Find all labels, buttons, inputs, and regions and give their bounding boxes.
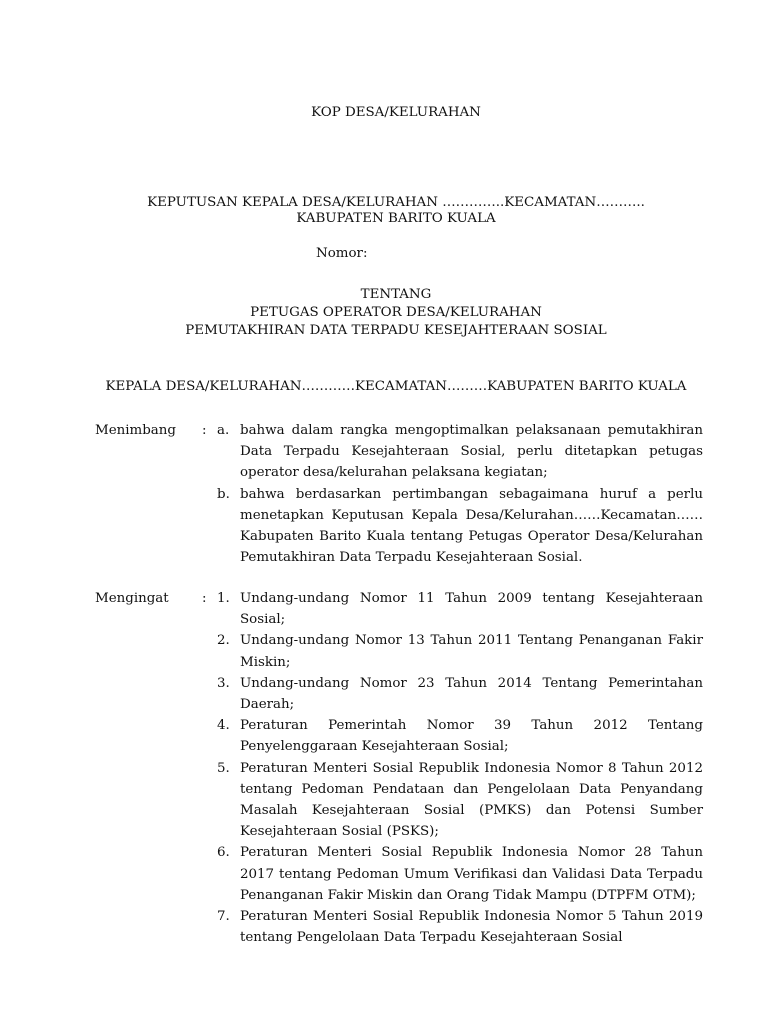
item-marker: a. [217, 423, 230, 438]
nomor-label: Nomor: [316, 246, 368, 261]
item-marker: 1. [217, 591, 230, 606]
item-text: bahwa berdasarkan pertimbangan sebagaimana huruf a perlu menetapkan Keputusan Kepala Desa/Kelurahan……Kecamatan…… Kabupaten Barito Kuala tentang Petugas Operator Desa/Kelurahan Pemutakhiran Data Terpadu Kesejahteraan Sosial. [240, 486, 703, 566]
subject-line2: PEMUTAKHIRAN DATA TERPADU KESEJAHTERAAN SOSIAL [185, 323, 607, 338]
item-text: Undang-undang Nomor 13 Tahun 2011 Tentang Penanganan Fakir Miskin; [240, 633, 703, 670]
menimbang-colon: : [202, 423, 207, 438]
item-text: Peraturan Menteri Sosial Republik Indonesia Nomor 28 Tahun 2017 tentang Pedoman Umum Verifikasi dan Validasi Data Terpadu Penanganan Fakir Miskin dan Orang Tidak Mampu (DTPFM OTM); [240, 845, 703, 903]
issuer-line: KEPALA DESA/KELURAHAN…………KECAMATAN………KABUPATEN BARITO KUALA [105, 379, 687, 394]
decree-title-line2: KABUPATEN BARITO KUALA [296, 211, 496, 226]
list-item [217, 906, 703, 948]
item-text: Undang-undang Nomor 23 Tahun 2014 Tentang Pemerintahan Daerah; [240, 675, 703, 713]
tentang-heading: TENTANG [360, 287, 432, 302]
subject-line1: PETUGAS OPERATOR DESA/KELURAHAN [250, 305, 542, 320]
item-marker: b. [217, 486, 230, 502]
item-marker: 5. [217, 760, 230, 776]
list-item [217, 420, 703, 484]
item-text: Peraturan Menteri Sosial Republik Indonesia Nomor 5 Tahun 2019 tentang Pengelolaan Data Terpadu Kesejahteraan Sosial [240, 909, 703, 946]
list-item [217, 588, 703, 630]
item-marker: 6. [217, 845, 230, 861]
list-item [217, 484, 703, 569]
kop-header: KOP DESA/KELURAHAN [311, 105, 481, 120]
item-marker: 3. [217, 675, 230, 691]
item-marker: 7. [217, 909, 230, 925]
decree-title-line1: KEPUTUSAN KEPALA DESA/KELURAHAN …………..KECAMATAN……….. [147, 195, 645, 210]
list-item [217, 842, 703, 906]
menimbang-label: Menimbang [95, 423, 176, 438]
item-text: Undang-undang Nomor 11 Tahun 2009 tentang Kesejahteraan Sosial; [240, 591, 703, 628]
list-item [217, 715, 703, 757]
list-item [217, 758, 703, 843]
item-text: Peraturan Pemerintah Nomor 39 Tahun 2012 Tentang Penyelenggaraan Kesejahteraan Sosial; [240, 718, 703, 755]
item-marker: 4. [217, 718, 230, 734]
menimbang-list [217, 420, 703, 568]
list-item [217, 630, 703, 672]
mengingat-list [217, 588, 703, 948]
item-text: Peraturan Menteri Sosial Republik Indonesia Nomor 8 Tahun 2012 tentang Pedoman Pendataan dan Pengelolaan Data Penyandang Masalah Kesejahteraan Sosial (PMKS) dan Potensi Sumber Kesejahteraan Sosial (PSKS); [240, 760, 703, 840]
list-item [217, 673, 703, 715]
mengingat-label: Mengingat [95, 591, 169, 606]
item-text: bahwa dalam rangka mengoptimalkan pelaksanaan pemutakhiran Data Terpadu Kesejahteraan Sosial, perlu ditetapkan petugas operator desa/kelurahan pelaksana kegiatan; [240, 423, 703, 481]
item-marker: 2. [217, 633, 230, 649]
mengingat-colon: : [202, 591, 207, 606]
